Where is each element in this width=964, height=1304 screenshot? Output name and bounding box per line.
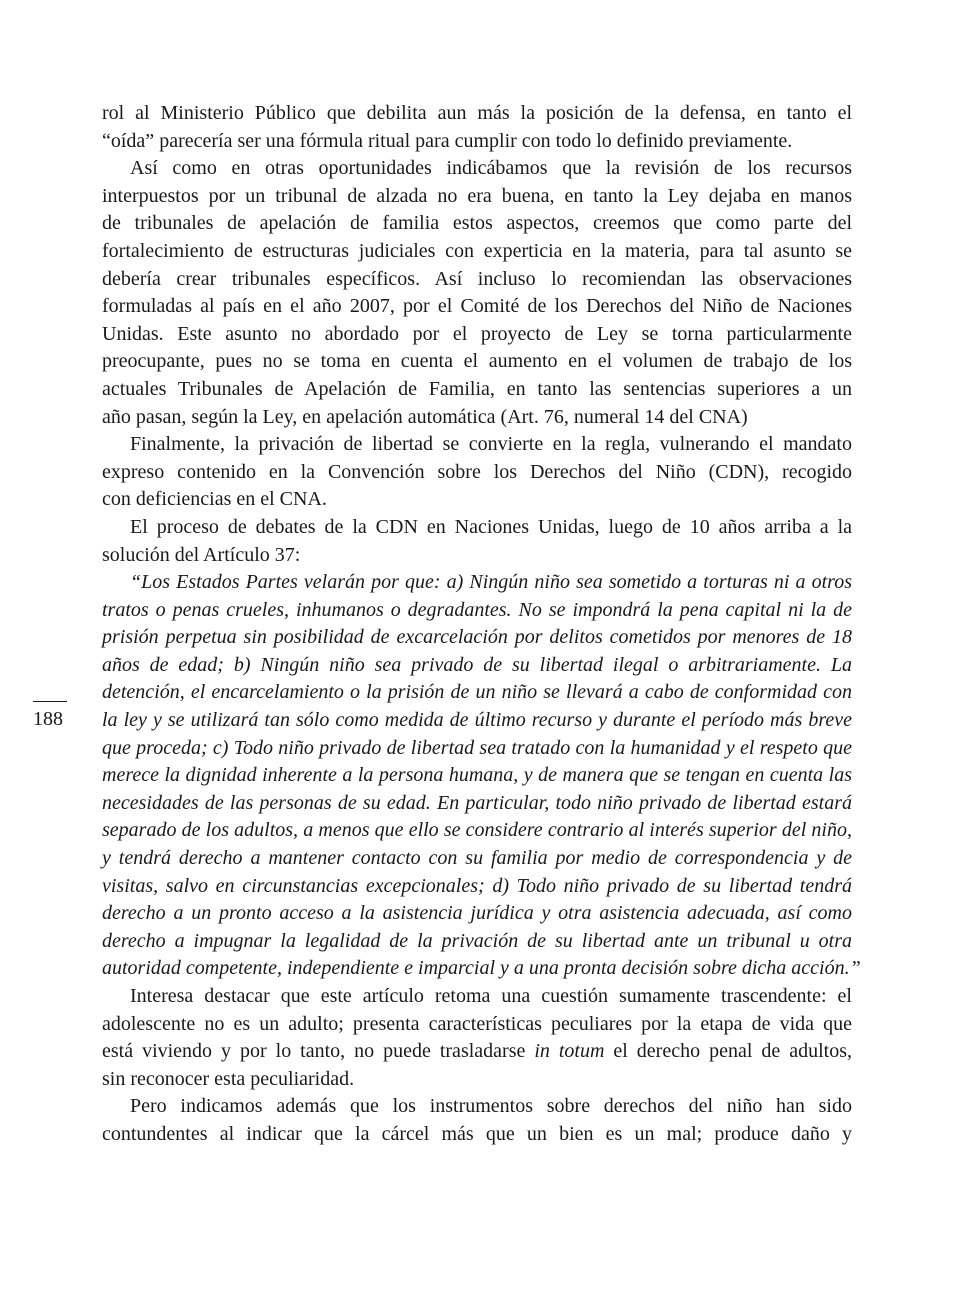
text-line: Interesa destacar que este artículo retoma una cuestión sumamente trascendente: el <box>130 985 852 1007</box>
text-line: años de edad; b) Ningún niño sea privado de su libertad ilegal o arbitrariamente. La <box>102 653 852 676</box>
text-line: derecho a impugnar la legalidad de la privación de su libertad ante un tribunal u otra <box>102 929 852 952</box>
text-line: adolescente no es un adulto; presenta características peculiares por la etapa de vida que <box>102 1012 852 1035</box>
quotation-paragraph <box>102 569 861 983</box>
text-line <box>102 1038 852 1066</box>
text-line: la ley y se utilizará tan sólo como medida de último recurso y durante el período más breve <box>102 709 852 732</box>
text-line: año pasan, según la Ley, en apelación automática (Art. 76, numeral 14 del CNA) <box>102 405 748 428</box>
text-line: solución del Artículo 37: <box>102 543 301 566</box>
text-line: con deficiencias en el CNA. <box>102 488 327 511</box>
text-line: tratos o penas crueles, inhumanos o degradantes. No se impondrá la pena capital ni la de <box>102 598 852 621</box>
body-text <box>102 100 861 1149</box>
text-line: Así como en otras oportunidades indicábamos que la revisión de los recursos <box>130 157 852 180</box>
text-line: “oída” parecería ser una fórmula ritual para cumplir con todo lo definido previamente. <box>102 129 793 152</box>
paragraph <box>102 100 852 155</box>
text-line: autoridad competente, independiente e imparcial y a una pronta decisión sobre dicha acción.” <box>102 957 861 980</box>
text-line: derecho a un pronto acceso a la asistencia jurídica y otra asistencia adecuada, así como <box>102 902 852 925</box>
text-line: Pero indicamos además que los instrumentos sobre derechos del niño han sido <box>130 1095 852 1118</box>
paragraph <box>102 514 852 569</box>
text-line: visitas, salvo en circunstancias excepcionales; d) Todo niño privado de su libertad tendrá <box>102 874 852 897</box>
text-line: fortalecimiento de estructuras judiciales con experticia en la materia, para tal asunto se <box>102 239 852 262</box>
text-line: actuales Tribunales de Apelación de Familia, en tanto las sentencias superiores a un <box>102 377 852 400</box>
text-line: El proceso de debates de la CDN en Naciones Unidas, luego de 10 años arriba a la <box>130 515 852 538</box>
paragraph <box>102 431 852 514</box>
text-line: necesidades de las personas de su edad. En particular, todo niño privado de libertad estará <box>102 791 852 814</box>
text-line: y tendrá derecho a mantener contacto con su familia por medio de correspondencia y de <box>102 847 852 870</box>
paragraph <box>102 983 852 1093</box>
text-line: debería crear tribunales específicos. Así incluso lo recomiendan las observaciones <box>102 267 852 290</box>
page-number: 188 <box>33 708 63 730</box>
latin-phrase: in totum <box>534 1040 605 1063</box>
text-line: Unidas. Este asunto no abordado por el proyecto de Ley se torna particularmente <box>102 322 852 345</box>
text-run: el derecho penal de adultos, <box>604 1040 852 1063</box>
text-line: formuladas al país en el año 2007, por el Comité de los Derechos del Niño de Naciones <box>102 295 852 318</box>
text-line: prisión perpetua sin posibilidad de excarcelación por delitos cometidos por menores de 18 <box>102 626 852 649</box>
page-number-rule <box>33 701 67 702</box>
text-line: separado de los adultos, a menos que ello se considere contrario al interés superior del niño, <box>102 819 852 842</box>
text-line: rol al Ministerio Público que debilita aun más la posición de la defensa, en tanto el <box>102 102 852 124</box>
text-line: Finalmente, la privación de libertad se convierte en la regla, vulnerando el mandato <box>130 433 852 456</box>
text-line: sin reconocer esta peculiaridad. <box>102 1067 355 1090</box>
paragraph <box>102 1093 852 1148</box>
text-line: merece la dignidad inherente a la persona humana, y de manera que se tengan en cuenta las <box>102 764 852 787</box>
text-line: que proceda; c) Todo niño privado de libertad sea tratado con la humanidad y el respeto que <box>102 736 852 759</box>
text-line: de tribunales de apelación de familia estos aspectos, creemos que como parte del <box>102 212 852 235</box>
paragraph <box>102 155 852 431</box>
text-run: está viviendo y por lo tanto, no puede trasladarse <box>102 1040 535 1063</box>
text-line: preocupante, pues no se toma en cuenta el aumento en el volumen de trabajo de los <box>102 350 852 373</box>
text-line: contundentes al indicar que la cárcel más que un bien es un mal; produce daño y <box>102 1122 852 1145</box>
text-line: interpuestos por un tribunal de alzada no era buena, en tanto la Ley dejaba en manos <box>102 184 852 207</box>
text-line: expreso contenido en la Convención sobre los Derechos del Niño (CDN), recogido <box>102 460 852 483</box>
text-line: detención, el encarcelamiento o la prisión de un niño se llevará a cabo de conformidad con <box>102 681 852 704</box>
text-line: “Los Estados Partes velarán por que: a) Ningún niño sea sometido a torturas ni a otros <box>130 571 852 594</box>
